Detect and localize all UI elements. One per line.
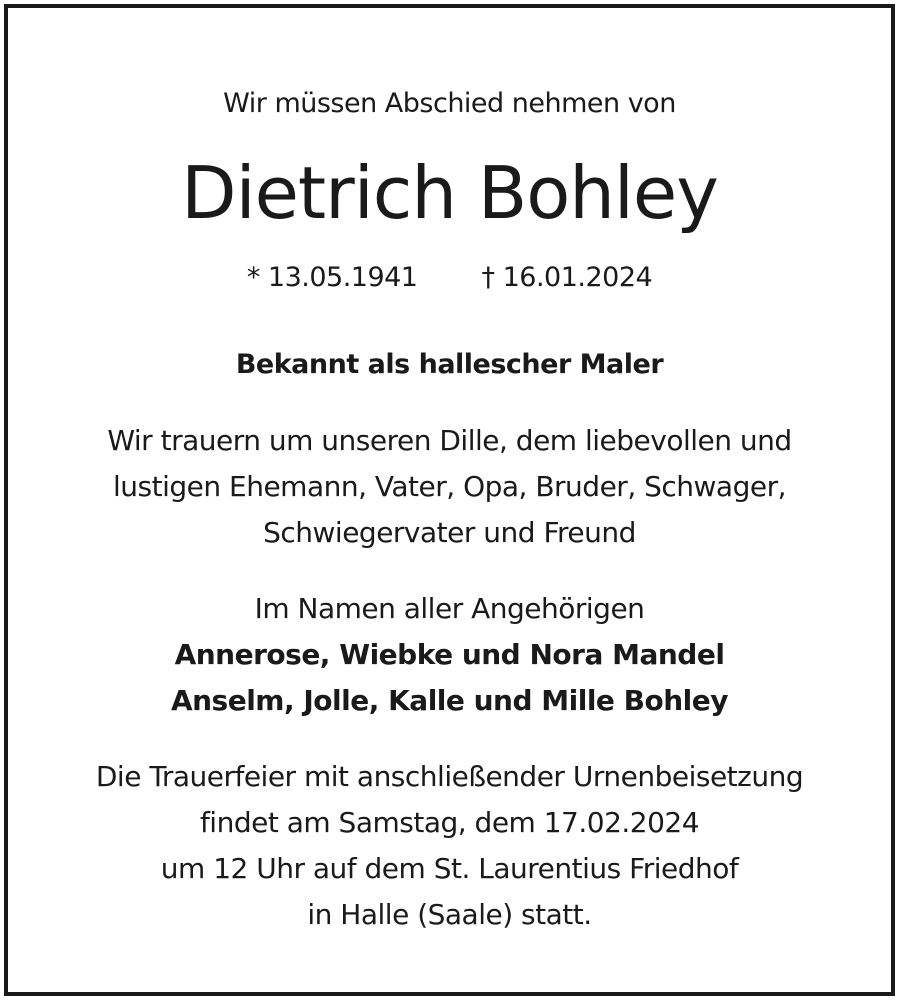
obituary-frame: [4, 4, 895, 996]
relatives-line: Anselm, Jolle, Kalle und Mille Bohley: [170, 684, 729, 717]
intro-text: Wir müssen Abschied nehmen von: [223, 88, 676, 119]
service-line: in Halle (Saale) statt.: [307, 898, 592, 931]
service-line: findet am Samstag, dem 17.02.2024: [199, 806, 700, 839]
mourning-line: Schwiegervater und Freund: [263, 516, 636, 549]
relatives-line: Annerose, Wiebke und Nora Mandel: [174, 638, 725, 671]
mourning-line: Wir trauern um unseren Dille, dem liebevollen und: [107, 424, 792, 457]
birth-date: * 13.05.1941: [246, 262, 418, 293]
service-line: Die Trauerfeier mit anschließender Urnenbeisetzung: [95, 760, 804, 793]
mourning-line: lustigen Ehemann, Vater, Opa, Bruder, Schwager,: [113, 470, 786, 503]
deceased-name: Dietrich Bohley: [181, 151, 718, 235]
known-as-text: Bekannt als hallescher Maler: [235, 349, 664, 380]
service-line: um 12 Uhr auf dem St. Laurentius Friedhof: [160, 852, 739, 885]
relatives-intro: Im Namen aller Angehörigen: [254, 592, 645, 625]
life-dates: [8, 262, 891, 293]
death-date: † 16.01.2024: [481, 262, 653, 293]
